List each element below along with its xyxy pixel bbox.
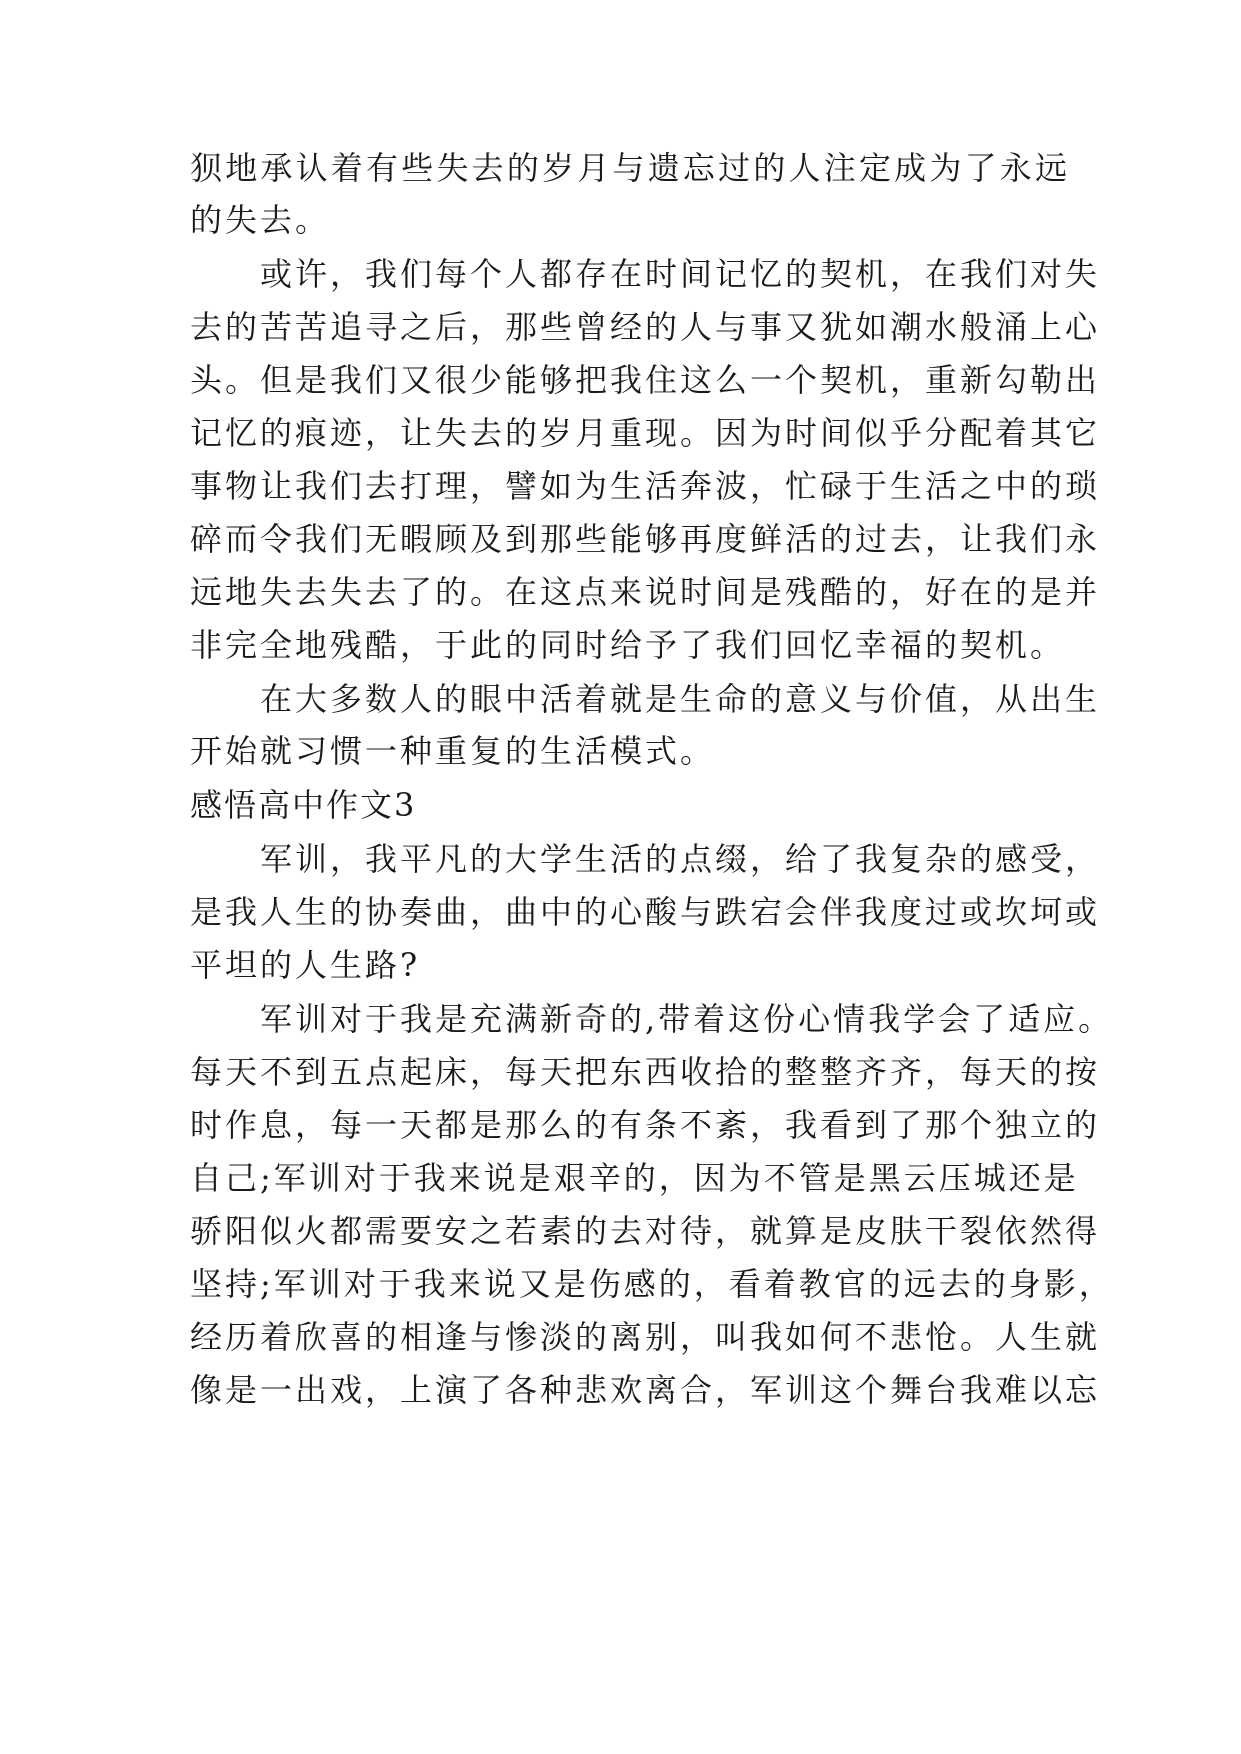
text-line: 开始就习惯一种重复的生活模式。 xyxy=(190,732,716,770)
text-line: 事物让我们去打理，譬如为生活奔波，忙碌于生活之中的琐 xyxy=(190,467,1101,505)
text-line: 记忆的痕迹，让失去的岁月重现。因为时间似乎分配着其它 xyxy=(190,414,1101,452)
section-heading: 感悟高中作文3 xyxy=(190,786,417,824)
text-line: 或许，我们每个人都存在时间记忆的契机，在我们对失 xyxy=(190,255,1101,293)
text-line: 去的苦苦追寻之后，那些曾经的人与事又犹如潮水般涌上心 xyxy=(190,308,1101,346)
text-line: 平坦的人生路? xyxy=(190,946,421,984)
text-line: 碎而令我们无暇顾及到那些能够再度鲜活的过去，让我们永 xyxy=(190,520,1101,558)
text-line: 时作息，每一天都是那么的有条不紊，我看到了那个独立的 xyxy=(190,1106,1101,1144)
text-line: 坚持;军训对于我来说又是伤感的，看着教官的远去的身影， xyxy=(190,1265,1114,1303)
text-line: 头。但是我们又很少能够把我住这么一个契机，重新勾勒出 xyxy=(190,361,1101,399)
text-line: 非完全地残酷，于此的同时给予了我们回忆幸福的契机。 xyxy=(190,626,1066,664)
text-line: 是我人生的协奏曲，曲中的心酸与跌宕会伴我度过或坎坷或 xyxy=(190,893,1101,931)
text-line: 骄阳似火都需要安之若素的去对待，就算是皮肤干裂依然得 xyxy=(190,1212,1101,1250)
text-line: 经历着欣喜的相逢与惨淡的离别，叫我如何不悲怆。人生就 xyxy=(190,1318,1101,1356)
text-line: 军训，我平凡的大学生活的点缀，给了我复杂的感受， xyxy=(190,840,1101,878)
text-line: 狈地承认着有些失去的岁月与遗忘过的人注定成为了永远 xyxy=(190,149,1070,187)
text-line: 军训对于我是充满新奇的,带着这份心情我学会了适应。 xyxy=(190,1000,1114,1038)
text-line: 在大多数人的眼中活着就是生命的意义与价值，从出生 xyxy=(190,680,1101,718)
text-line: 远地失去失去了的。在这点来说时间是残酷的，好在的是并 xyxy=(190,573,1101,611)
text-line: 的失去。 xyxy=(190,201,331,239)
text-line: 自己;军训对于我来说是艰辛的，因为不管是黑云压城还是 xyxy=(190,1159,1079,1197)
text-line: 像是一出戏，上演了各种悲欢离合，军训这个舞台我难以忘 xyxy=(190,1371,1101,1409)
text-line: 每天不到五点起床，每天把东西收拾的整整齐齐，每天的按 xyxy=(190,1053,1101,1091)
